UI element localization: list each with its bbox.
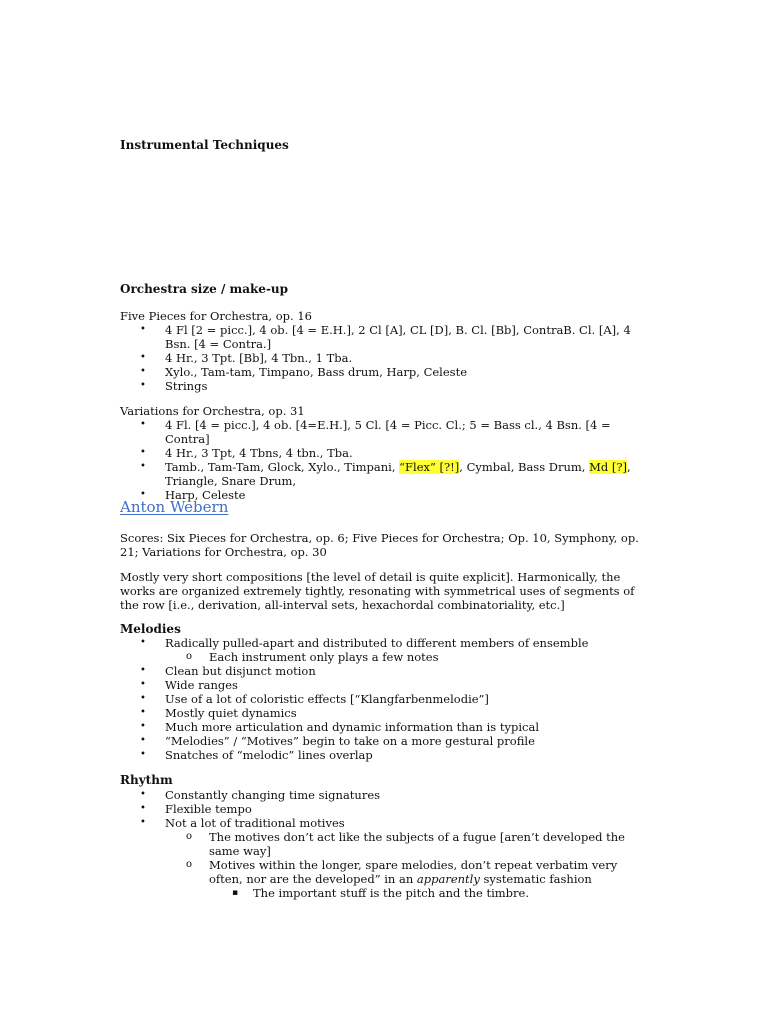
melodies-list [120,636,650,650]
list-item: • Wide ranges [120,678,650,692]
list-item: • Xylo., Tam-tam, Timpano, Bass drum, Harp, Celeste [120,365,650,379]
highlight-md: Md [?] [589,460,628,474]
sub-item: o The motives don’t act like the subjects of a fugue [aren’t developed the same way] [120,830,650,858]
op31-title: Variations for Orchestra, op. 31 [120,404,305,418]
list-item: • 4 Fl. [4 = picc.], 4 ob. [4=E.H.], 5 Cl. [4 = Picc. Cl.; 5 = Bass cl., 4 Bsn. [4 = Contra] [120,418,650,446]
list-item: • Not a lot of traditional motives [120,816,650,830]
op16-title: Five Pieces for Orchestra, op. 16 [120,309,312,323]
emphasis-text: apparently [416,872,480,886]
perc-text: , Triangle, Snare Drum, [165,460,631,488]
webern-heading-link[interactable]: Anton Webern [120,498,229,516]
op31-list [120,418,650,502]
op16-section [120,309,650,393]
rhythm-list [120,788,650,830]
sub-text: Motives within the longer, spare melodies, don’t repeat verbatim very often, nor are the developed” in an [209,858,618,886]
webern-scores: Scores: Six Pieces for Orchestra, op. 6; Five Pieces for Orchestra; Op. 10, Symphony, op. 21; Variations for Orchestra, op. 30 [120,531,639,559]
op16-list [120,323,650,393]
op31-section [120,404,650,502]
list-item: • Radically pulled-apart and distributed to different members of ensemble [120,636,650,650]
orchestra-heading: Orchestra size / make-up [120,282,289,296]
list-item: • Strings [120,379,650,393]
list-item: • 4 Hr., 3 Tpt, 4 Tbns, 4 tbn., Tba. [120,446,650,460]
rhythm-subsublist [120,886,650,900]
list-item: • Much more articulation and dynamic information than is typical [120,720,650,734]
sub-item [120,858,650,886]
list-item: • Snatches of “melodic” lines overlap [120,748,650,762]
subsub-item: ▪ The important stuff is the pitch and the timbre. [120,886,650,900]
webern-summary: Mostly very short compositions [the level of detail is quite explicit]. Harmonically, the works are organized extremely tightly, resonating with symmetrical uses of segments of the row [i.e., derivation, all-interval sets, hexachordal combinatoriality, etc.] [120,570,635,612]
perc-text: , Cymbal, Bass Drum, [459,460,590,474]
list-item: • “Melodies” / “Motives” begin to take on a more gestural profile [120,734,650,748]
sub-text: systematic fashion [479,872,592,886]
list-item-percussion [120,460,650,488]
list-item: • 4 Hr., 3 Tpt. [Bb], 4 Tbn., 1 Tba. [120,351,650,365]
melodies-heading: Melodies [120,622,181,636]
melodies-section [120,636,650,762]
rhythm-sublist [120,830,650,886]
perc-text: Tamb., Tam-Tam, Glock, Xylo., Timpani, [165,460,400,474]
list-item: • Constantly changing time signatures [120,788,650,802]
melodies-sublist [120,650,650,664]
list-item: • 4 Fl [2 = picc.], 4 ob. [4 = E.H.], 2 Cl [A], CL [D], B. Cl. [Bb], ContraB. Cl. [A], 4 Bsn. [4 = Contra.] [120,323,650,351]
list-item: • Harp, Celeste [120,488,650,502]
rhythm-heading: Rhythm [120,773,173,787]
list-item: • Flexible tempo [120,802,650,816]
melodies-list-cont [120,664,650,762]
list-item: • Use of a lot of coloristic effects [“Klangfarbenmelodie”] [120,692,650,706]
page-title: Instrumental Techniques [120,138,289,152]
list-item: • Clean but disjunct motion [120,664,650,678]
list-item: • Mostly quiet dynamics [120,706,650,720]
sub-item: o Each instrument only plays a few notes [120,650,650,664]
rhythm-section [120,788,650,900]
highlight-flex: “Flex” [?!] [399,460,460,474]
